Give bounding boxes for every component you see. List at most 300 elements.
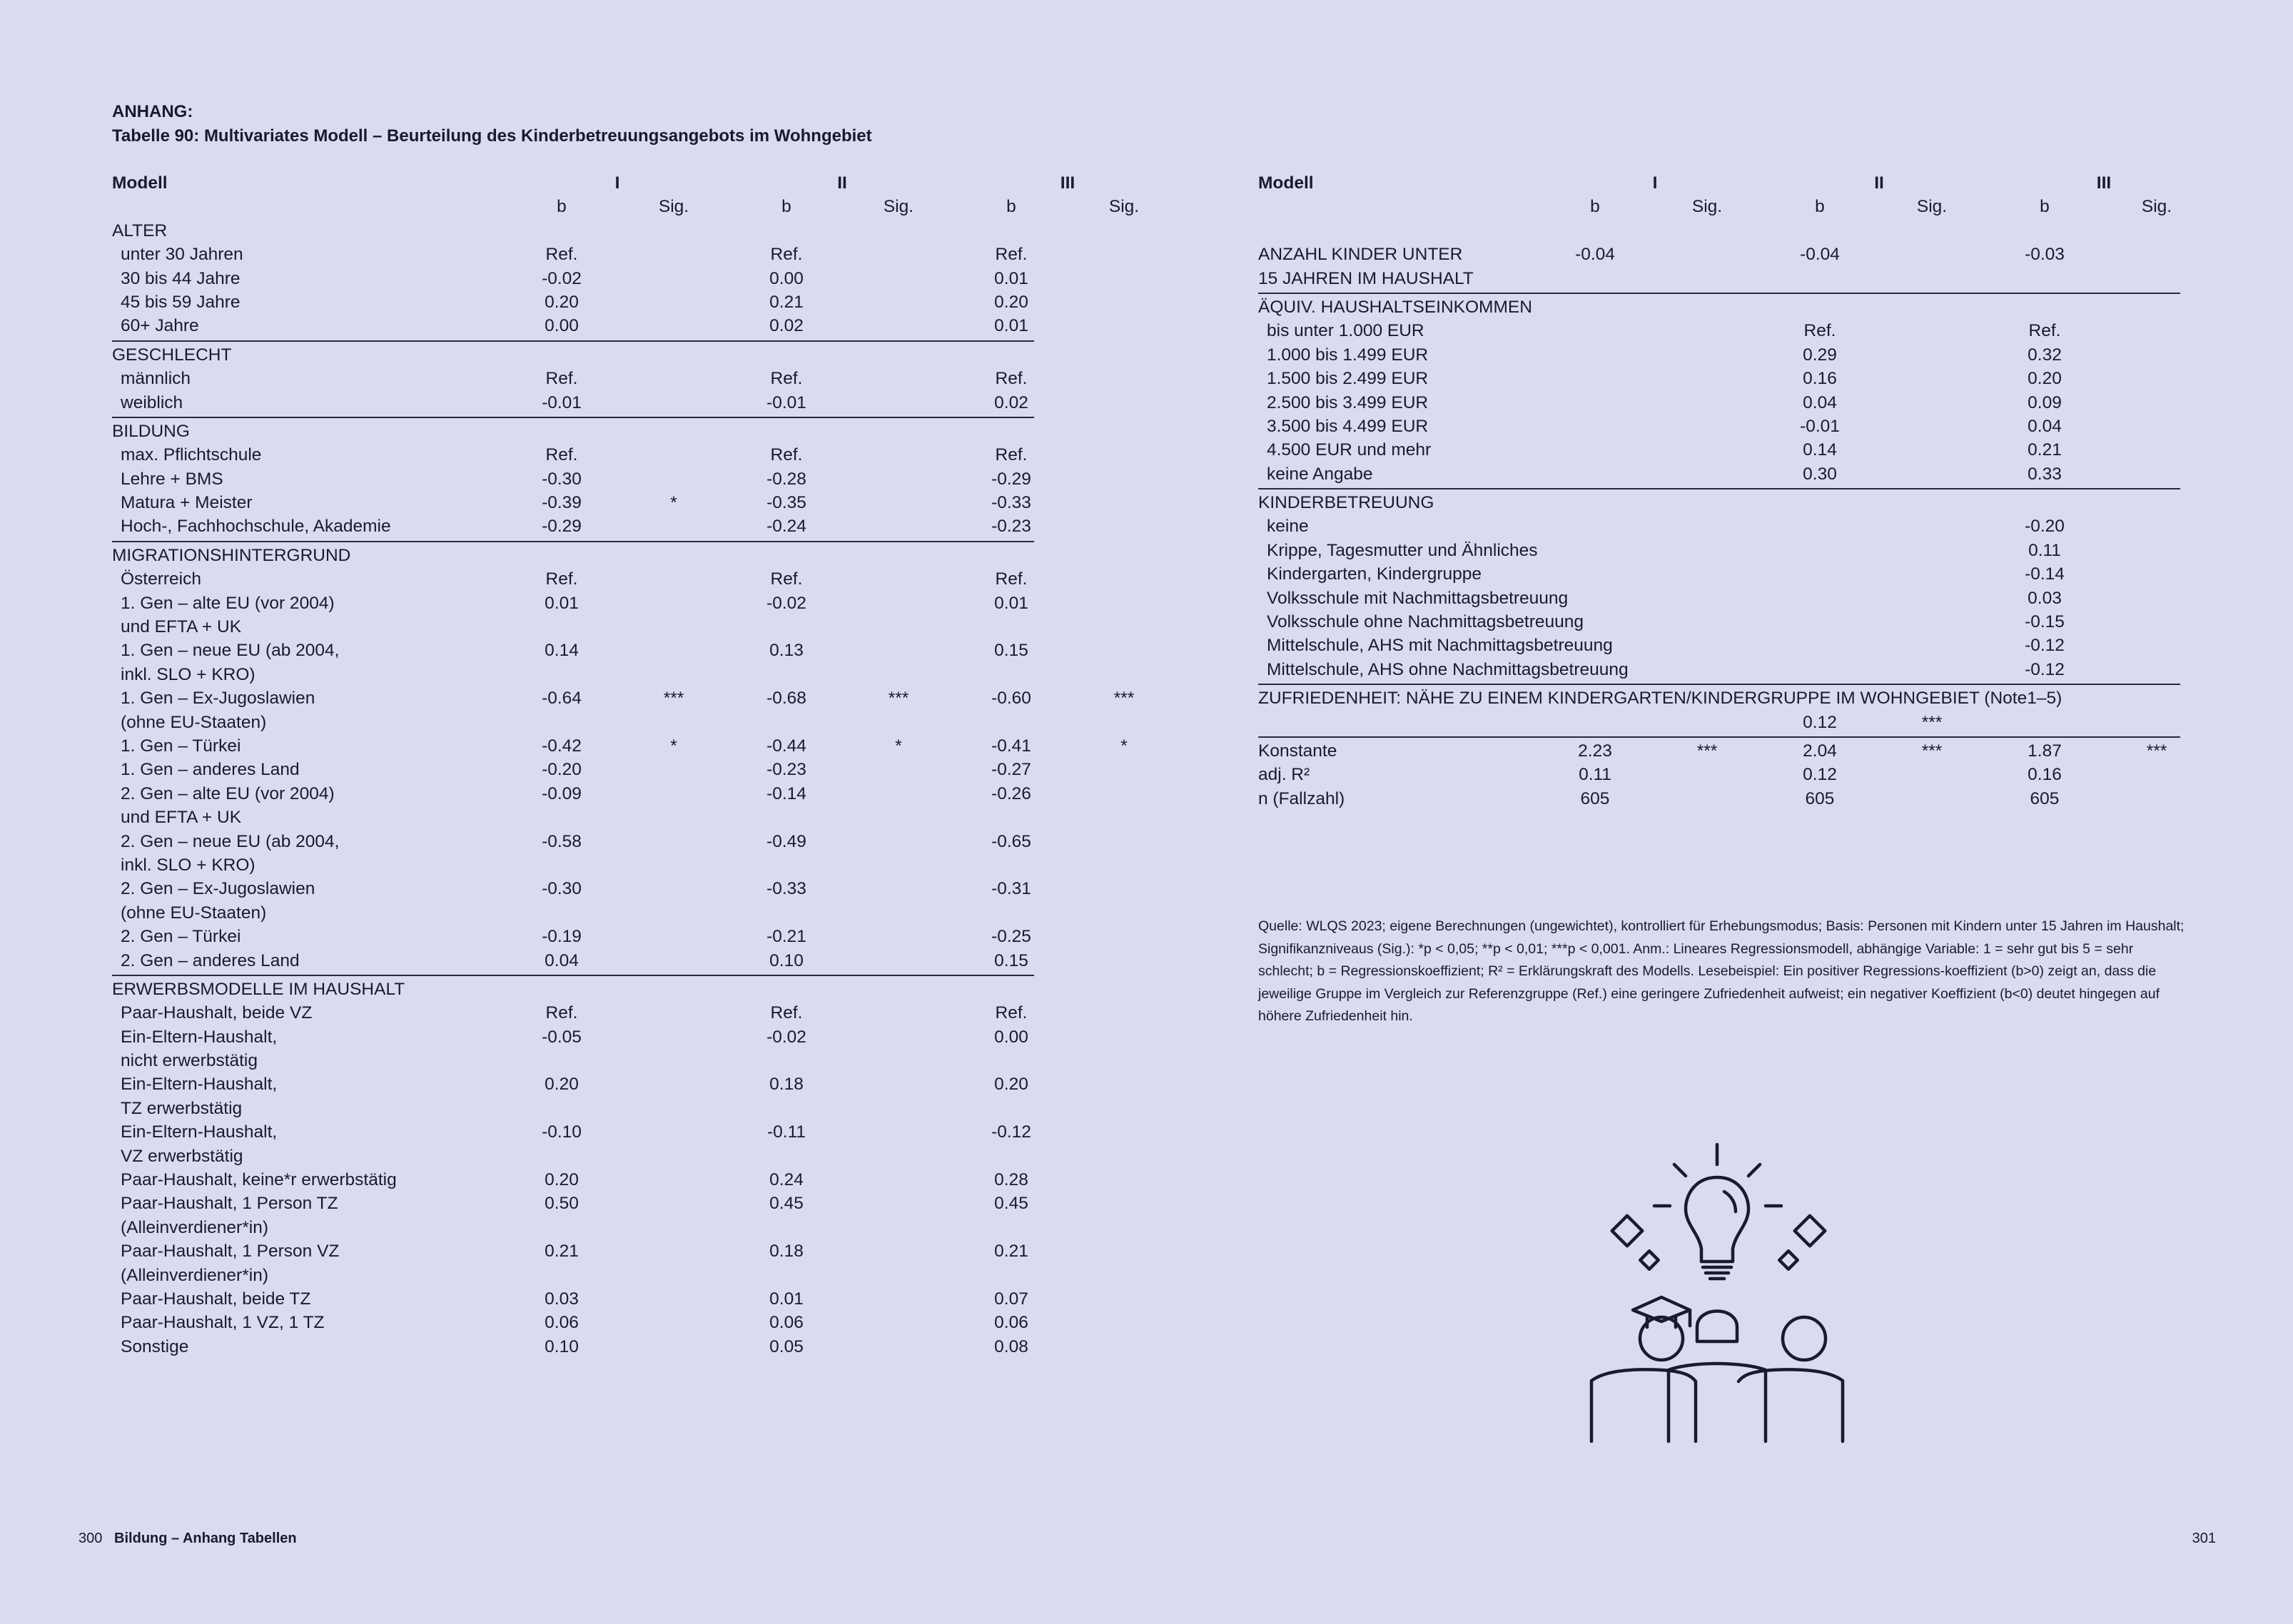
table-row [112,420,1034,443]
b-column-header: b [1590,197,1600,217]
coefficient-cell: -0.02 [766,1027,806,1047]
row-label: und EFTA + UK [121,808,242,828]
coefficient-cell: 0.20 [545,292,579,312]
coefficient-cell: 0.21 [994,1242,1028,1262]
coefficient-cell: 0.15 [994,950,1028,970]
table-row [1258,634,2180,657]
coefficient-cell: -0.28 [766,469,806,489]
coefficient-cell: 0.16 [1803,369,1837,389]
coefficient-cell: Ref. [995,445,1028,465]
coefficient-cell: 0.03 [545,1289,579,1309]
model-header-3: III [2096,173,2112,193]
coefficient-cell: 2.04 [1803,741,1837,761]
table-row [1258,243,2180,266]
coefficient-cell: Ref. [2028,321,2061,341]
row-label: 45 bis 59 Jahre [121,292,241,312]
coefficient-cell: 0.06 [545,1313,579,1333]
coefficient-cell: -0.23 [991,517,1031,537]
table-row [112,1072,1034,1096]
significance-cell: *** [1113,689,1135,709]
coefficient-cell: 0.20 [2028,369,2062,389]
coefficient-cell: -0.64 [542,689,582,709]
row-label: inkl. SLO + KRO) [121,664,255,684]
row-label: Paar-Haushalt, keine*r erwerbstätig [121,1170,397,1190]
coefficient-cell: 1.87 [2028,741,2062,761]
coefficient-cell: 0.18 [769,1242,804,1262]
section-divider [112,975,1034,976]
coefficient-cell: Ref. [995,1003,1028,1023]
row-label: 2.500 bis 3.499 EUR [1267,392,1429,412]
row-label: 2. Gen – Türkei [121,927,241,947]
coefficient-cell: 0.24 [769,1170,804,1190]
table-row [1258,438,2180,462]
table-row [112,758,1034,781]
footer-left [79,1531,297,1547]
coefficient-cell: 0.01 [994,268,1028,288]
table-row [112,544,1034,567]
table-row [112,1192,1034,1215]
coefficient-cell: -0.12 [2025,659,2065,679]
table-row [1258,514,2180,538]
coefficient-cell: -0.29 [991,469,1031,489]
row-label: (Alleinverdiener*in) [121,1217,268,1237]
coefficient-cell: -0.24 [766,517,806,537]
coefficient-cell: 0.20 [994,1075,1028,1095]
table-row [112,314,1034,338]
sig-column-header: Sig. [2141,197,2172,217]
coefficient-cell: -0.01 [542,392,582,412]
coefficient-cell: -0.12 [2025,636,2065,656]
table-row [1258,295,2180,319]
coefficient-cell: -0.58 [542,831,582,851]
row-label: Paar-Haushalt, beide VZ [121,1003,313,1023]
coefficient-cell: 0.00 [545,316,579,336]
coefficient-cell: -0.30 [542,469,582,489]
coefficient-cell: 0.21 [2028,440,2062,460]
table-row [112,1049,1034,1072]
coefficient-cell: -0.27 [991,760,1031,780]
table-row [1258,739,2180,763]
row-label: 1. Gen – Türkei [121,736,241,756]
coefficient-cell: -0.41 [991,736,1031,756]
coefficient-cell: 0.15 [994,641,1028,661]
coefficient-cell: 0.21 [545,1242,579,1262]
table-row [1258,367,2180,390]
coefficient-cell: 0.02 [994,392,1028,412]
coefficient-cell: -0.20 [542,760,582,780]
coefficient-cell: 0.16 [2028,765,2062,785]
coefficient-cell: -0.04 [1800,245,1840,265]
row-label: 15 JAHREN IM HAUSHALT [1258,268,1474,288]
coefficient-cell: -0.29 [542,517,582,537]
heading-table-title: Tabelle 90: Multivariates Modell – Beurteilung des Kinderbetreuungsangebots im Wohngebiet [112,126,872,146]
coefficient-cell: -0.65 [991,831,1031,851]
row-label: Hoch-, Fachhochschule, Akademie [121,517,391,537]
row-label: bis unter 1.000 EUR [1267,321,1424,341]
coefficient-cell: -0.11 [766,1122,806,1142]
coefficient-cell: 0.01 [994,593,1028,613]
table-row [112,1335,1034,1359]
table-row [1258,391,2180,415]
row-label: Sonstige [121,1336,189,1356]
sig-column-header: Sig. [658,197,689,217]
table-row [1258,343,2180,367]
row-label: Volksschule ohne Nachmittagsbetreuung [1267,612,1584,632]
modell-header: Modell [112,173,168,193]
row-label: Volksschule mit Nachmittagsbetreuung [1267,588,1569,608]
coefficient-cell: 0.06 [769,1313,804,1333]
model-header-3: III [1060,173,1075,193]
table-row [112,615,1034,639]
row-label: 60+ Jahre [121,316,199,336]
coefficient-cell: -0.03 [2025,245,2065,265]
row-label: Mittelschule, AHS mit Nachmittagsbetreuung [1267,636,1613,656]
table-header-columns [112,195,1140,218]
coefficient-cell: 0.04 [1803,392,1837,412]
row-label: Lehre + BMS [121,469,223,489]
coefficient-cell: 0.10 [769,950,804,970]
table-row [112,901,1034,925]
section-divider [1258,736,2180,738]
coefficient-cell: -0.35 [766,493,806,513]
coefficient-cell: 0.45 [994,1194,1028,1214]
table-row [112,1097,1034,1120]
sig-column-header: Sig. [1691,197,1723,217]
table-row [112,734,1128,758]
section-divider [1258,488,2180,489]
table-row [1258,267,2180,290]
row-label: 1. Gen – alte EU (vor 2004) [121,593,335,613]
coefficient-cell: Ref. [770,569,803,589]
row-label: nicht erwerbstätig [121,1051,258,1071]
coefficient-cell: -0.33 [991,493,1031,513]
row-label: max. Pflichtschule [121,445,262,465]
row-label: ZUFRIEDENHEIT: NÄHE ZU EINEM KINDERGARTEN/KINDERGRUPPE IM WOHNGEBIET (Note1–5) [1258,689,2062,709]
coefficient-cell: 0.06 [994,1313,1028,1333]
row-label: TZ erwerbstätig [121,1098,243,1118]
model-header-1: I [1652,173,1658,193]
row-label: 2. Gen – anderes Land [121,950,300,970]
coefficient-cell: 0.10 [545,1336,579,1356]
table-row [1258,686,2180,710]
coefficient-cell: -0.31 [991,879,1031,899]
right-regression-table [1258,171,2180,811]
row-label: ALTER [112,220,168,240]
table-row [112,782,1034,806]
coefficient-cell: Ref. [545,1003,578,1023]
table-row [112,806,1034,829]
table-row [1258,219,2180,243]
table-row [1258,462,2180,486]
coefficient-cell: -0.44 [766,736,806,756]
table-row [112,443,1034,467]
sig-column-header: Sig. [1916,197,1948,217]
row-label: MIGRATIONSHINTERGRUND [112,545,351,565]
row-label: BILDUNG [112,421,190,441]
model-header-2: II [1874,173,1884,193]
coefficient-cell: 0.18 [769,1075,804,1095]
table-row [112,290,1034,314]
table-row [1258,491,2180,514]
coefficient-cell: 0.28 [994,1170,1028,1190]
coefficient-cell: -0.49 [766,831,806,851]
coefficient-cell: 0.12 [1803,712,1837,732]
table-row [112,1264,1034,1287]
row-label: Krippe, Tagesmutter und Ähnliches [1267,540,1538,560]
coefficient-cell: 0.33 [2028,464,2062,484]
coefficient-cell: Ref. [995,369,1028,389]
table-row [112,853,1034,877]
row-label: unter 30 Jahren [121,245,243,265]
row-label: (Alleinverdiener*in) [121,1265,268,1285]
coefficient-cell: 605 [1580,788,1610,808]
row-label: (ohne EU-Staaten) [121,712,267,732]
table-row [112,949,1034,973]
table-row [112,592,1034,615]
page-heading [112,100,872,148]
coefficient-cell: -0.02 [766,593,806,613]
coefficient-cell: 0.07 [994,1289,1028,1309]
row-label: ANZAHL KINDER UNTER [1258,245,1463,265]
coefficient-cell: Ref. [545,369,578,389]
coefficient-cell: -0.19 [542,927,582,947]
row-label: 1.500 bis 2.499 EUR [1267,369,1429,389]
section-divider [112,340,1034,342]
row-label: und EFTA + UK [121,617,242,637]
table-row [112,663,1034,686]
row-label: Ein-Eltern-Haushalt, [121,1075,278,1095]
row-label: Kindergarten, Kindergruppe [1267,564,1482,584]
coefficient-cell: -0.01 [766,392,806,412]
coefficient-cell: Ref. [1803,321,1836,341]
lightbulb-people-icon [1577,1135,1863,1459]
row-label: (ohne EU-Staaten) [121,903,267,923]
page-number-left: 300 [79,1531,103,1546]
coefficient-cell: -0.14 [2025,564,2065,584]
table-row [112,243,1034,266]
significance-cell: *** [663,689,684,709]
coefficient-cell: Ref. [995,245,1028,265]
significance-cell: *** [888,689,909,709]
significance-cell: *** [1921,712,1943,732]
coefficient-cell: 0.03 [2028,588,2062,608]
row-label: Paar-Haushalt, 1 Person VZ [121,1242,340,1262]
section-divider [1258,684,2180,685]
coefficient-cell: 0.04 [2028,416,2062,436]
row-label: ÄQUIV. HAUSHALTSEINKOMMEN [1258,297,1532,317]
coefficient-cell: -0.09 [542,783,582,803]
coefficient-cell: -0.20 [2025,517,2065,537]
coefficient-cell: 0.04 [545,950,579,970]
table-row [112,1239,1034,1263]
sig-column-header: Sig. [883,197,914,217]
b-column-header: b [1006,197,1016,217]
table-row [112,711,1034,734]
b-column-header: b [1815,197,1825,217]
row-label: inkl. SLO + KRO) [121,855,255,875]
table-row [112,1216,1034,1239]
coefficient-cell: Ref. [545,569,578,589]
coefficient-cell: -0.21 [766,927,806,947]
table-row [112,1168,1034,1192]
row-label: Paar-Haushalt, beide TZ [121,1289,311,1309]
coefficient-cell: 0.20 [994,292,1028,312]
coefficient-cell: Ref. [770,245,803,265]
significance-cell: * [670,736,677,756]
table-row [1258,711,2180,734]
row-label: adj. R² [1258,765,1310,785]
coefficient-cell: 0.01 [769,1289,804,1309]
significance-cell: * [895,736,902,756]
b-column-header: b [2040,197,2050,217]
table-row [112,1001,1034,1025]
table-row [112,925,1034,948]
coefficient-cell: Ref. [770,1003,803,1023]
row-label: 2. Gen – neue EU (ab 2004, [121,831,340,851]
coefficient-cell: 0.01 [994,316,1028,336]
coefficient-cell: Ref. [770,445,803,465]
footer-section-title: Bildung – Anhang Tabellen [114,1531,297,1546]
row-label: KINDERBETREUUNG [1258,493,1434,513]
heading-appendix-label: ANHANG: [112,102,193,121]
row-label: keine [1267,517,1309,537]
row-label: 1. Gen – neue EU (ab 2004, [121,641,340,661]
row-label: n (Fallzahl) [1258,788,1345,808]
row-label: Matura + Meister [121,493,253,513]
coefficient-cell: -0.12 [991,1122,1031,1142]
coefficient-cell: -0.04 [1575,245,1615,265]
table-row [112,639,1034,662]
table-row [112,267,1034,290]
coefficient-cell: -0.42 [542,736,582,756]
left-regression-table [112,171,1140,1359]
coefficient-cell: -0.10 [542,1122,582,1142]
significance-cell: * [1120,736,1128,756]
row-label: 2. Gen – Ex-Jugoslawien [121,879,315,899]
coefficient-cell: 0.30 [1803,464,1837,484]
section-divider [112,417,1034,418]
table-row [112,467,1034,491]
table-row [112,567,1034,591]
coefficient-cell: -0.33 [766,879,806,899]
row-label: Österreich [121,569,202,589]
sig-column-header: Sig. [1108,197,1140,217]
table-row [112,367,1034,390]
coefficient-cell: 0.20 [545,1075,579,1095]
coefficient-cell: 0.14 [1803,440,1837,460]
coefficient-cell: Ref. [770,369,803,389]
page-number-right: 301 [2192,1531,2216,1546]
table-row [112,1287,1034,1311]
significance-cell: *** [1921,741,1943,761]
coefficient-cell: 605 [1805,788,1835,808]
table-row [1258,763,2180,786]
coefficient-cell: 0.02 [769,316,804,336]
table-row [112,1145,1034,1168]
coefficient-cell: 0.13 [769,641,804,661]
coefficient-cell: -0.60 [991,689,1031,709]
coefficient-cell: 0.00 [769,268,804,288]
model-header-1: I [614,173,620,193]
coefficient-cell: 0.32 [2028,345,2062,365]
coefficient-cell: 2.23 [1578,741,1612,761]
significance-cell: * [670,493,677,513]
coefficient-cell: 0.14 [545,641,579,661]
table-row [1258,787,2180,811]
table-row [112,686,1135,710]
table-row [112,391,1034,415]
row-label: ERWERBSMODELLE IM HAUSHALT [112,979,405,999]
table-row [112,978,1034,1001]
row-label: Ein-Eltern-Haushalt, [121,1027,278,1047]
table-row [112,1311,1034,1334]
table-header-columns [1258,195,2180,218]
model-header-2: II [837,173,847,193]
coefficient-cell: Ref. [545,245,578,265]
row-label: 1.000 bis 1.499 EUR [1267,345,1429,365]
table-row [112,219,1034,243]
coefficient-cell: 0.08 [994,1336,1028,1356]
row-label: 4.500 EUR und mehr [1267,440,1432,460]
row-label: keine Angabe [1267,464,1373,484]
coefficient-cell: -0.25 [991,927,1031,947]
row-label: Konstante [1258,741,1337,761]
b-column-header: b [781,197,791,217]
coefficient-cell: 0.00 [994,1027,1028,1047]
coefficient-cell: -0.15 [2025,612,2065,632]
coefficient-cell: 0.11 [1579,765,1611,785]
row-label: 1. Gen – Ex-Jugoslawien [121,689,315,709]
table-row [1258,610,2180,634]
coefficient-cell: 0.01 [545,593,579,613]
coefficient-cell: 0.50 [545,1194,579,1214]
coefficient-cell: -0.68 [766,689,806,709]
table-row [112,1025,1034,1049]
row-label: 2. Gen – alte EU (vor 2004) [121,783,335,803]
row-label: Paar-Haushalt, 1 Person TZ [121,1194,338,1214]
row-label: weiblich [121,392,183,412]
row-label: 1. Gen – anderes Land [121,760,300,780]
row-label: 30 bis 44 Jahre [121,268,241,288]
table-row [1258,587,2180,610]
coefficient-cell: Ref. [995,569,1028,589]
coefficient-cell: 0.20 [545,1170,579,1190]
coefficient-cell: 0.11 [2028,540,2061,560]
b-column-header: b [557,197,567,217]
row-label: VZ erwerbstätig [121,1146,243,1166]
coefficient-cell: -0.39 [542,493,582,513]
coefficient-cell: 0.05 [769,1336,804,1356]
coefficient-cell: -0.30 [542,879,582,899]
table-header-models [112,171,1075,195]
table-row [1258,319,2180,342]
coefficient-cell: -0.14 [766,783,806,803]
section-divider [112,541,1034,542]
table-row [112,343,1034,367]
table-header-models [1258,171,2180,195]
row-label: GESCHLECHT [112,345,232,365]
significance-cell: *** [2146,741,2167,761]
coefficient-cell: 0.45 [769,1194,804,1214]
coefficient-cell: 0.29 [1803,345,1837,365]
section-divider [1258,293,2180,294]
coefficient-cell: 0.12 [1803,765,1837,785]
coefficient-cell: -0.05 [542,1027,582,1047]
table-row [112,514,1034,538]
row-label: Mittelschule, AHS ohne Nachmittagsbetreuung [1267,659,1629,679]
row-label: Ein-Eltern-Haushalt, [121,1122,278,1142]
coefficient-cell: 605 [2030,788,2060,808]
